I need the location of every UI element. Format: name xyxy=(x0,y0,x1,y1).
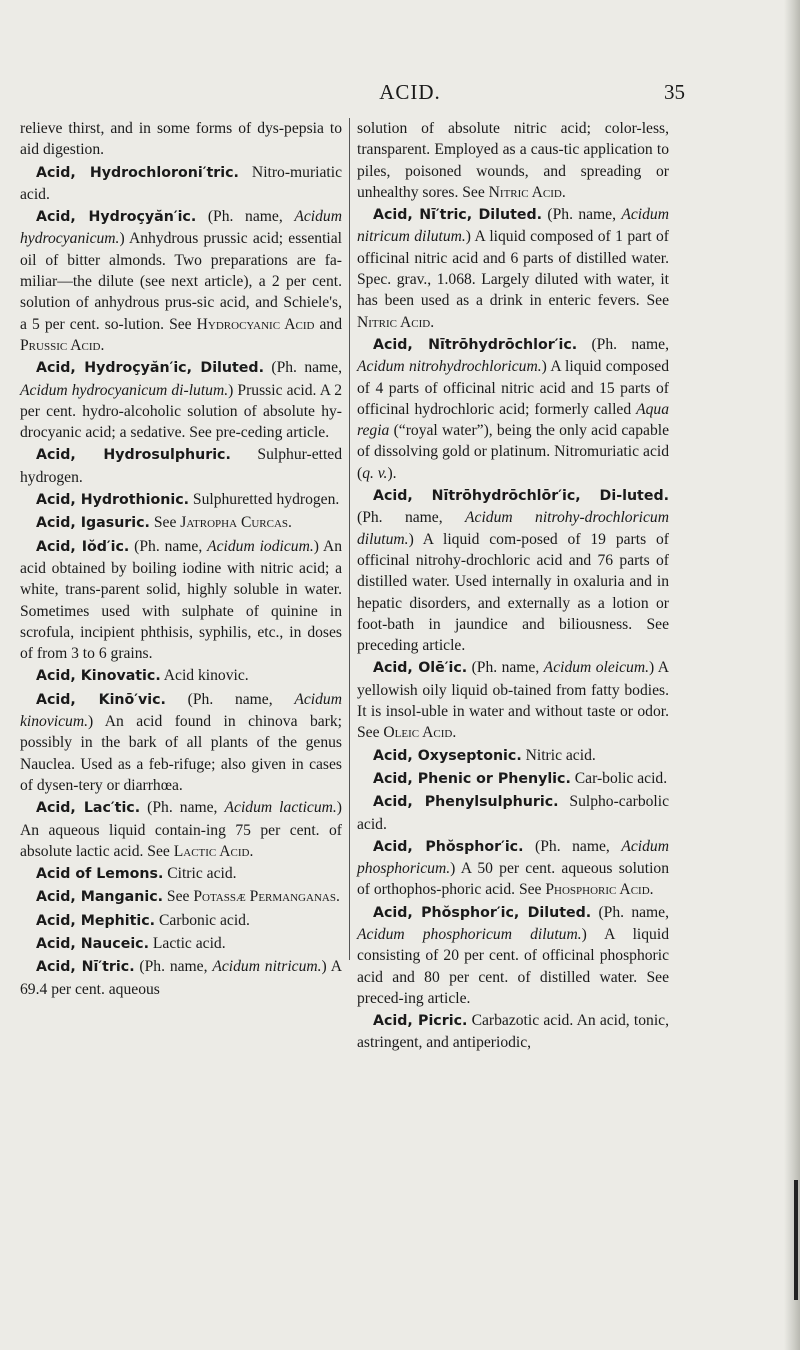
entry-text: ) An acid found in chinova bark; possibly in the bark of all plants of the genus Nauclea. Used as a feb-rifuge; also given in cases of dysen-tery or diarrhœa. xyxy=(20,713,342,794)
entry-text: . xyxy=(430,313,435,331)
entry-text: (Ph. name, xyxy=(263,359,342,377)
entry-italic: Acidum lacticum. xyxy=(224,799,337,817)
entry-text: ) An aqueous liquid contain-ing 75 per cent. of absolute lactic acid. See xyxy=(20,799,342,860)
entry-text: . xyxy=(335,888,340,906)
entry-text: See xyxy=(149,514,181,532)
page-edge-shadow xyxy=(784,0,800,1350)
dictionary-entry xyxy=(20,886,342,908)
entry-headword: Acid, Nītrōhydrōchlor′ic. xyxy=(373,336,578,353)
entry-headword: Acid, Nī′tric, Diluted. xyxy=(373,207,543,224)
entry-headword: Acid, Kinō′vic. xyxy=(36,691,166,708)
dictionary-entry xyxy=(357,745,669,767)
entry-text: relieve thirst, and in some forms of dys-pepsia to aid digestion. xyxy=(20,120,342,159)
dictionary-entry xyxy=(357,768,669,790)
entry-headword: Acid, Lac′tic. xyxy=(36,800,141,817)
entry-headword: Acid, Olē′ic. xyxy=(373,660,468,677)
dictionary-entry xyxy=(357,485,669,656)
entry-italic: Acidum nitrohy-drochloricum dilutum. xyxy=(357,509,669,548)
entry-text: Car-bolic acid. xyxy=(570,769,668,787)
entry-headword: Acid, Iŏd′ic. xyxy=(36,538,130,555)
entry-text: See xyxy=(163,888,194,906)
entry-text: (Ph. name, xyxy=(523,837,622,855)
dictionary-entry xyxy=(20,910,342,932)
dictionary-entry xyxy=(20,118,342,161)
entry-italic: Acidum iodicum. xyxy=(207,537,314,555)
dictionary-entry xyxy=(20,956,342,1000)
entry-cross-reference: Potassæ Permanganas xyxy=(193,888,336,906)
entry-text: . xyxy=(249,842,254,860)
entry-headword: Acid, Picric. xyxy=(373,1013,468,1030)
entry-text: . xyxy=(452,724,457,742)
right-column xyxy=(357,118,669,1055)
entry-text: (Ph. name, xyxy=(196,208,295,226)
page-edge-mark xyxy=(794,1180,798,1300)
entry-text: ) A 50 per cent. aqueous solution of orthophos-phoric acid. See xyxy=(357,860,669,899)
entry-text: solution of absolute nitric acid; color-less, transparent. Employed as a caus-tic application to piles, poisoned wounds, and spreading or unhealthy sores. See xyxy=(357,120,669,201)
entry-text: Sulphuretted hydrogen. xyxy=(189,491,340,509)
entry-italic: Acidum phosphoricum dilutum. xyxy=(357,925,582,943)
dictionary-entry xyxy=(357,1010,669,1054)
dictionary-entry xyxy=(20,162,342,206)
entry-text: (“royal water”), being the only acid capable of dissolving gold or platinum. Nitromuriatic acid ( xyxy=(357,422,669,482)
column-divider xyxy=(349,118,350,960)
dictionary-entry xyxy=(20,933,342,955)
entry-text: (Ph. name, xyxy=(165,690,295,708)
entry-text: ) A liquid composed of 1 part of officinal nitric acid and 6 parts of distilled water. Spec. grav., 1.068. Largely diluted with water, it has been used as a drink in enteric fevers. See xyxy=(357,228,669,310)
entry-text: (Ph. name, xyxy=(134,958,213,976)
entry-text: (Ph. name, xyxy=(577,335,669,353)
entry-text: . xyxy=(649,881,654,899)
entry-text: (Ph. name, xyxy=(467,659,544,677)
entry-text: (Ph. name, xyxy=(357,509,465,527)
dictionary-entry xyxy=(20,536,342,665)
dictionary-entry xyxy=(20,665,342,687)
entry-text: and xyxy=(314,315,343,333)
entry-italic: Acidum hydrocyanicum. xyxy=(20,208,342,248)
entry-text: (Ph. name, xyxy=(591,903,670,921)
entry-cross-reference: Nitric Acid xyxy=(488,183,562,201)
entry-text: Carbazotic acid. An acid, tonic, astringent, and antiperiodic, xyxy=(357,1012,669,1052)
dictionary-entry xyxy=(357,118,669,203)
entry-text: ) Anhydrous prussic acid; essential oil of bitter almonds. Two preparations are fa-miliar—the dilute (see next article), a 2 per cent. solution of anhydrous prus-sic acid, and Schiele's, a 5 per cent. so-lution. See xyxy=(20,230,342,333)
entry-text: Acid kinovic. xyxy=(160,667,249,685)
entry-cross-reference: Hydrocyanic Acid xyxy=(196,315,315,333)
entry-cross-reference: Phosphoric Acid xyxy=(545,881,650,899)
entry-text: . xyxy=(288,514,292,532)
entry-text: Sulphur-etted hydrogen. xyxy=(20,446,342,486)
entry-italic: Acidum nitrohydrochloricum. xyxy=(357,358,542,376)
entry-text: (Ph. name, xyxy=(140,799,225,817)
entry-headword: Acid, Hydroçyăn′ic, Diluted. xyxy=(36,360,264,377)
entry-headword: Acid, Phenylsulphuric. xyxy=(373,794,559,811)
entry-headword: Acid, Hydroçyăn′ic. xyxy=(36,209,197,226)
entry-cross-reference: Lactic Acid xyxy=(173,842,250,860)
entry-text: Sulpho-carbolic acid. xyxy=(357,793,669,833)
dictionary-entry xyxy=(20,797,342,862)
entry-text: Nitric acid. xyxy=(521,746,596,764)
entry-text: Lactic acid. xyxy=(148,934,226,952)
entry-text: ) A liquid com-posed of 19 parts of officinal nitrohy-drochloric acid and 76 parts of distilled water. Used internally in oxaluria and in hepatic disorders, and externally as a lotion or foot-bath in jaundice and biliousness. See preceding article. xyxy=(357,530,669,655)
entry-cross-reference: Jatropha Curcas xyxy=(180,514,289,532)
entry-headword: Acid, Hydrosulphuric. xyxy=(36,447,231,464)
entry-headword: Acid, Oxyseptonic. xyxy=(373,747,522,764)
dictionary-entry xyxy=(357,657,669,743)
dictionary-entry xyxy=(20,512,342,534)
dictionary-entry xyxy=(20,444,342,488)
entry-text: ) An acid obtained by boiling iodine with nitric acid; a white, trans-parent solid, highly soluble in water. Sometimes used with sulphate of quinine in scrofula, incipient phthisis, syphilis, etc., in doses of from 3 to 6 grains. xyxy=(20,537,342,663)
entry-headword: Acid, Phŏsphor′ic. xyxy=(373,838,524,855)
dictionary-entry xyxy=(20,689,342,796)
dictionary-entry xyxy=(357,791,669,835)
dictionary-entry xyxy=(357,902,669,1009)
entry-headword: Acid, Nauceic. xyxy=(36,935,149,952)
entry-headword: Acid, Mephitic. xyxy=(36,912,156,929)
entry-text: Nitro-muriatic acid. xyxy=(20,163,342,203)
dictionary-entry xyxy=(20,206,342,356)
entry-italic: Acidum nitricum. xyxy=(212,958,322,976)
dictionary-entry xyxy=(20,863,342,885)
entry-italic: q. v. xyxy=(362,464,388,482)
entry-text: (Ph. name, xyxy=(542,206,622,224)
page-number: 35 xyxy=(664,80,685,104)
entry-text: ). xyxy=(387,464,397,482)
entry-text: Citric acid. xyxy=(163,865,237,883)
entry-text: ) A 69.4 per cent. aqueous xyxy=(20,958,342,998)
entry-headword: Acid, Hydrothionic. xyxy=(36,492,190,509)
entry-italic: Acidum hydrocyanicum di-lutum. xyxy=(20,381,229,399)
entry-headword: Acid, Nī′tric. xyxy=(36,959,135,976)
entry-headword: Acid, Igasuric. xyxy=(36,515,150,532)
entry-text: Carbonic acid. xyxy=(155,911,250,929)
entry-headword: Acid, Manganic. xyxy=(36,889,164,906)
entry-text: ) A liquid consisting of 20 per cent. of officinal phosphoric acid and 80 per cent. of distilled water. See preced-ing article. xyxy=(357,925,669,1007)
page-header xyxy=(20,80,800,110)
entry-headword: Acid of Lemons. xyxy=(36,866,164,883)
entry-italic: Acidum nitricum dilutum. xyxy=(357,206,669,246)
entry-italic: Acidum oleicum. xyxy=(543,659,649,677)
entry-headword: Acid, Phŏsphor′ic, Diluted. xyxy=(373,904,592,921)
entry-text: (Ph. name, xyxy=(129,537,208,555)
dictionary-entry xyxy=(357,836,669,901)
dictionary-entry xyxy=(20,357,342,443)
entry-cross-reference: Oleic Acid xyxy=(383,724,453,742)
entry-text: ) Prussic acid. A 2 per cent. hydro-alcoholic solution of absolute hy-drocyanic acid; a sedative. See pre-ceding article. xyxy=(20,381,342,442)
left-column xyxy=(20,118,342,1001)
entry-headword: Acid, Nītrōhydrōchlōr′ic, Di-luted. xyxy=(373,488,669,505)
entry-headword: Acid, Hydrochloroni′tric. xyxy=(36,164,239,181)
entry-italic: Aqua regia xyxy=(357,400,669,440)
entry-cross-reference: Nitric Acid xyxy=(357,313,431,331)
dictionary-entry xyxy=(357,334,669,484)
entry-headword: Acid, Kinovatic. xyxy=(36,668,161,685)
entry-text: . xyxy=(100,336,105,354)
entry-text: ) A yellowish oily liquid ob-tained from fatty bodies. It is insol-uble in water and without taste or odor. See xyxy=(357,659,669,742)
entry-italic: Acidum kinovicum. xyxy=(20,690,342,731)
entry-headword: Acid, Phenic or Phenylic. xyxy=(373,770,571,787)
entry-italic: Acidum phosphoricum. xyxy=(357,837,669,878)
entry-text: . xyxy=(561,183,566,201)
entry-cross-reference: Prussic Acid xyxy=(20,336,101,354)
running-head: ACID. xyxy=(379,80,441,104)
dictionary-entry xyxy=(357,204,669,333)
dictionary-entry xyxy=(20,489,342,511)
entry-text: ) A liquid composed of 4 parts of officinal nitric acid and 15 parts of officinal hydrochloric acid; formerly called xyxy=(357,358,670,418)
